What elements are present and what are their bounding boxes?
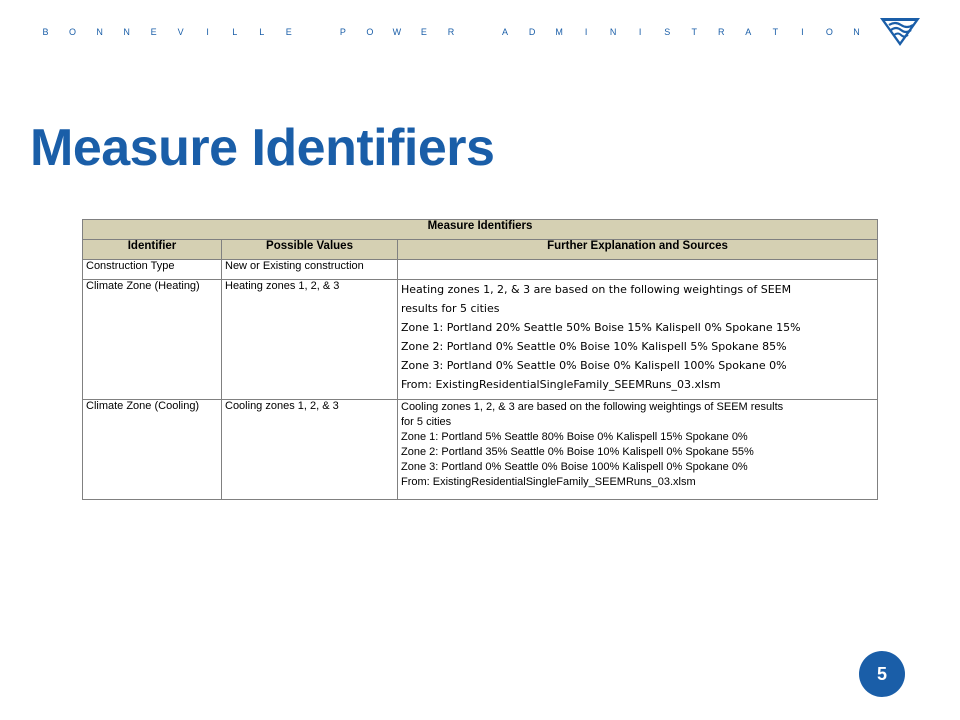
identifier-cell: Climate Zone (Heating): [83, 280, 222, 400]
explanation-line: Zone 3: Portland 0% Seattle 0% Boise 0% Kalispell 100% Spokane 0%: [401, 359, 787, 372]
brand-letter: V: [177, 27, 184, 37]
table-caption: Measure Identifiers: [83, 220, 878, 240]
brand-letter: E: [420, 27, 427, 37]
brand-letter: N: [123, 27, 130, 37]
page-title: Measure Identifiers: [30, 119, 495, 177]
possible-values-cell: New or Existing construction: [222, 260, 398, 280]
possible-values-cell: Cooling zones 1, 2, & 3: [222, 400, 398, 500]
explanation-cell: [398, 260, 878, 280]
brand-letter: E: [285, 27, 292, 37]
brand-letter: N: [609, 27, 617, 37]
possible-values-cell: Heating zones 1, 2, & 3: [222, 280, 398, 400]
explanation-line: From: ExistingResidentialSingleFamily_SEEMRuns_03.xlsm: [401, 476, 696, 488]
explanation-line: Zone 1: Portland 20% Seattle 50% Boise 15% Kalispell 0% Spokane 15%: [401, 321, 801, 334]
explanation-cell: [398, 400, 878, 500]
brand-letter: S: [664, 27, 671, 37]
table-row: [83, 400, 878, 500]
brand-letter: N: [96, 27, 103, 37]
measure-identifiers-table: [82, 219, 878, 500]
brand-letter: I: [584, 27, 588, 37]
brand-wordmark: [41, 24, 861, 40]
table-row: [83, 280, 878, 400]
brand-letter: W: [392, 27, 402, 37]
brand-letter: L: [259, 27, 265, 37]
explanation-line: Zone 3: Portland 0% Seattle 0% Boise 100% Kalispell 0% Spokane 0%: [401, 461, 748, 473]
brand-letter: L: [232, 27, 238, 37]
brand-letter: R: [718, 27, 725, 37]
brand-letter: P: [339, 27, 346, 37]
explanation-line: From: ExistingResidentialSingleFamily_SEEMRuns_03.xlsm: [401, 378, 721, 391]
column-header-identifier: Identifier: [83, 240, 222, 260]
explanation-cell: [398, 280, 878, 400]
brand-letter: B: [42, 27, 49, 37]
brand-letter: E: [150, 27, 157, 37]
brand-letter: I: [638, 27, 642, 37]
brand-letter: A: [502, 27, 509, 37]
explanation-line: Zone 1: Portland 5% Seattle 80% Boise 0% Kalispell 15% Spokane 0%: [401, 431, 748, 443]
brand-letter: O: [69, 27, 77, 37]
explanation-line: Heating zones 1, 2, & 3 are based on the following weightings of SEEM: [401, 283, 792, 296]
brand-letter: [311, 27, 320, 37]
explanation-line: for 5 cities: [401, 416, 452, 428]
brand-letter: M: [555, 27, 563, 37]
brand-letter: I: [801, 27, 804, 37]
explanation-line: results for 5 cities: [401, 302, 500, 315]
table-row: [83, 260, 878, 280]
brand-letter: O: [366, 27, 374, 37]
page-number-badge: 5: [859, 651, 905, 697]
brand-letter: T: [772, 27, 779, 37]
brand-letter: A: [745, 27, 752, 37]
brand-letter: D: [528, 27, 536, 37]
column-header-explanation: Further Explanation and Sources: [398, 240, 878, 260]
brand-letter: T: [691, 27, 697, 37]
brand-letter: N: [853, 27, 860, 37]
explanation-line: Zone 2: Portland 35% Seattle 0% Boise 10% Kalispell 0% Spokane 55%: [401, 446, 754, 458]
brand-letter: [474, 27, 483, 37]
identifier-cell: Climate Zone (Cooling): [83, 400, 222, 500]
identifier-cell: Construction Type: [83, 260, 222, 280]
brand-letter: R: [447, 27, 455, 37]
bpa-logo-icon: [880, 16, 920, 46]
brand-letter: O: [825, 27, 833, 37]
column-header-possible-values: Possible Values: [222, 240, 398, 260]
explanation-line: Zone 2: Portland 0% Seattle 0% Boise 10% Kalispell 5% Spokane 85%: [401, 340, 787, 353]
explanation-line: Cooling zones 1, 2, & 3 are based on the following weightings of SEEM results: [401, 401, 784, 413]
brand-letter: I: [206, 27, 209, 37]
